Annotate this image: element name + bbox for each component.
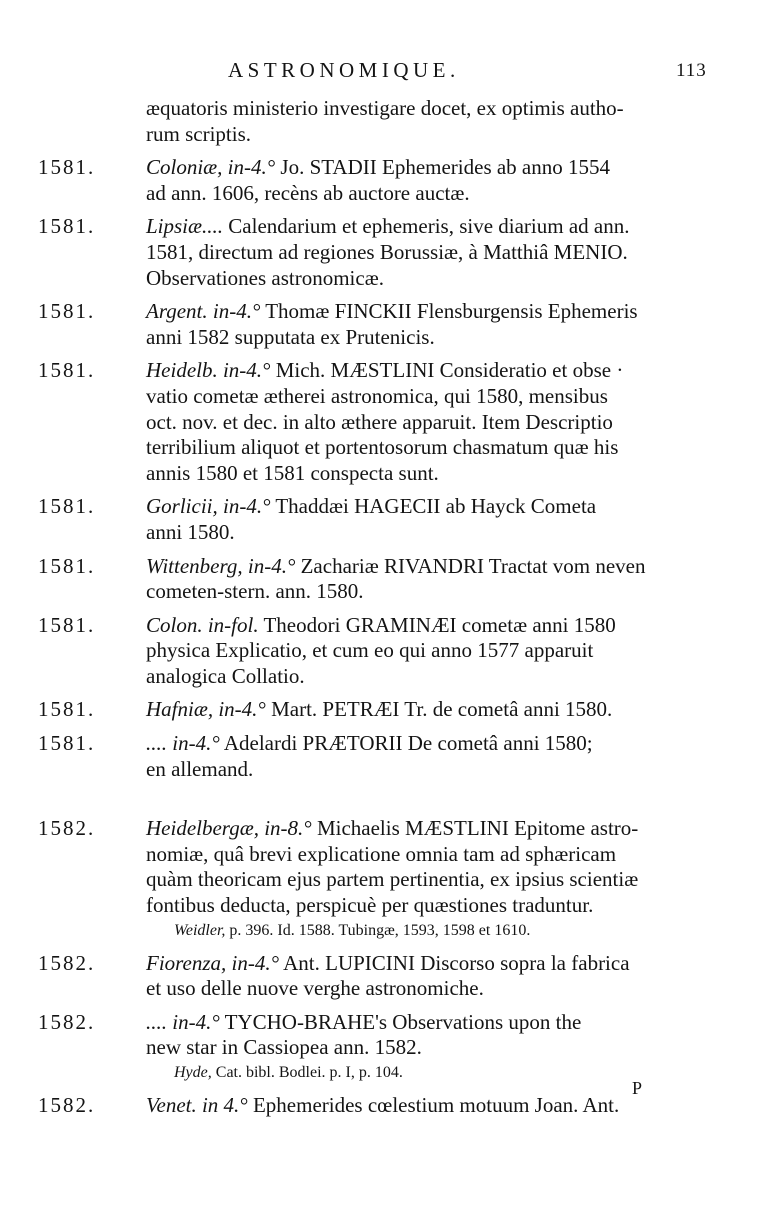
entry-text: Theodori GRAMINÆI cometæ anni 1580 [263, 612, 616, 637]
entry-text: nomiæ, quâ brevi explicatione omnia tam ad sphæricam [146, 841, 617, 866]
entry-year: 1581. [38, 697, 96, 722]
bibliography-entry [0, 554, 766, 605]
bibliography-entry [0, 299, 766, 350]
entry-text: Thaddæi HAGECII ab Hayck Cometa [275, 494, 597, 519]
bibliography-entry [0, 1010, 766, 1085]
entry-place: Colon. in-fol. [146, 612, 259, 637]
entry-text: Zachariæ RIVANDRI Tractat vom neven [300, 553, 646, 578]
entry-text: et uso delle nuove verghe astronomiche. [146, 976, 484, 1001]
bibliography-entry [0, 731, 766, 782]
entry-year: 1581. [38, 553, 96, 578]
reference-text: Cat. bibl. Bodlei. p. I, p. 104. [215, 1064, 403, 1081]
entry-text: Thomæ FINCKII Flensburgensis Ephemeris [265, 299, 638, 324]
entry-text: anni 1582 supputata ex Prutenicis. [146, 324, 435, 349]
bibliography-entries [0, 96, 766, 1127]
signature-mark: P [632, 1078, 643, 1098]
entry-year: 1581. [38, 358, 96, 383]
entry-text: 1581, directum ad regiones Borussiæ, à Matthiâ MENIO. [146, 239, 628, 264]
entry-place: Lipsiæ.... [146, 214, 224, 239]
entry-year: 1581. [38, 155, 96, 180]
entry-text: TYCHO-BRAHE's Observations upon the [224, 1009, 582, 1034]
entry-text: Ant. LUPICINI Discorso sopra la fabrica [283, 950, 630, 975]
bibliography-entry [0, 494, 766, 545]
text-line: æquatoris ministerio investigare docet, ex optimis autho- [146, 96, 624, 120]
entry-year: 1581. [38, 494, 96, 519]
entry-place: Argent. in-4.° [146, 299, 261, 324]
entry-place: .... in-4.° [146, 1009, 220, 1034]
entry-text: Mart. PETRÆI Tr. de cometâ anni 1580. [271, 697, 613, 722]
entry-year: 1581. [38, 214, 96, 239]
entry-text: quàm theoricam ejus partem pertinentia, ex ipsius scientiæ [146, 867, 639, 892]
entry-place: Coloniæ, in-4.° [146, 155, 276, 180]
entry-text: fontibus deducta, perspicuè per quæstiones traduntur. [146, 893, 594, 918]
reference-author: Hyde, [174, 1064, 212, 1081]
entry-year: 1582. [38, 1009, 96, 1034]
entry-place: Wittenberg, in-4.° [146, 553, 296, 578]
bibliography-entry [0, 1093, 766, 1119]
bibliography-entry [0, 155, 766, 206]
entry-text: new star in Cassiopea ann. 1582. [146, 1035, 422, 1060]
entry-text: Calendarium et ephemeris, sive diarium ad ann. [228, 214, 630, 239]
entry-text: oct. nov. et dec. in alto æthere apparuit. Item Descriptio [146, 409, 613, 434]
entry-text: Jo. STADII Ephemerides ab anno 1554 [280, 155, 611, 180]
entry-text: vatio cometæ ætherei astronomica, qui 1580, mensibus [146, 383, 608, 408]
running-title: ASTRONOMIQUE. [228, 58, 460, 82]
entry-place: Fiorenza, in-4.° [146, 950, 280, 975]
entry-year: 1581. [38, 299, 96, 324]
reference-text: p. 396. Id. 1588. Tubingæ, 1593, 1598 et 1610. [229, 921, 531, 939]
bibliography-entry [0, 816, 766, 942]
entry-year: 1581. [38, 612, 96, 637]
entry-text: physica Explicatio, et cum eo qui anno 1577 apparuit [146, 638, 594, 663]
entry-text: ad ann. 1606, recèns ab auctore auctæ. [146, 180, 470, 205]
entry-text: Ephemerides cœlestium motuum Joan. Ant. [252, 1093, 620, 1117]
bibliography-entry [0, 613, 766, 690]
entry-place: Heidelb. in-4.° [146, 358, 271, 383]
entry-year: 1582. [38, 816, 96, 841]
reference-note [146, 919, 728, 943]
entry-year: 1581. [38, 731, 96, 756]
text-line: rum scriptis. [146, 121, 251, 146]
section-gap [0, 790, 766, 816]
entry-text: anni 1580. [146, 519, 235, 544]
bibliography-entry [0, 358, 766, 486]
bibliography-entry [0, 951, 766, 1002]
entry-year: 1582. [38, 1093, 96, 1117]
entry-text: terribilium aliquot et portentosorum chasmatum quæ his [146, 435, 619, 460]
entry-place: Venet. in 4.° [146, 1093, 248, 1117]
entry-text: Mich. MÆSTLINI Consideratio et obse · [275, 358, 624, 383]
reference-author: Weidler, [174, 921, 226, 939]
entry-text: analogica Collatio. [146, 663, 305, 688]
entry-place: .... in-4.° [146, 731, 220, 756]
page-number: 113 [676, 60, 707, 81]
entry-text: Michaelis MÆSTLINI Epitome astro- [316, 816, 639, 841]
entry-place: Hafniæ, in-4.° [146, 697, 266, 722]
entry-place: Heidelbergæ, in-8.° [146, 816, 312, 841]
entry-text: Observationes astronomicæ. [146, 265, 384, 290]
page-header [0, 58, 766, 88]
entry-text: cometen-stern. ann. 1580. [146, 579, 364, 604]
entry-text: en allemand. [146, 756, 254, 781]
bibliography-entry [0, 214, 766, 291]
entry-place: Gorlicii, in-4.° [146, 494, 271, 519]
entry-text: Adelardi PRÆTORII De cometâ anni 1580; [223, 731, 593, 756]
entry-text: annis 1580 et 1581 conspecta sunt. [146, 460, 439, 485]
entry-year: 1582. [38, 950, 96, 975]
bibliography-entry [0, 697, 766, 723]
continued-entry [0, 96, 766, 147]
